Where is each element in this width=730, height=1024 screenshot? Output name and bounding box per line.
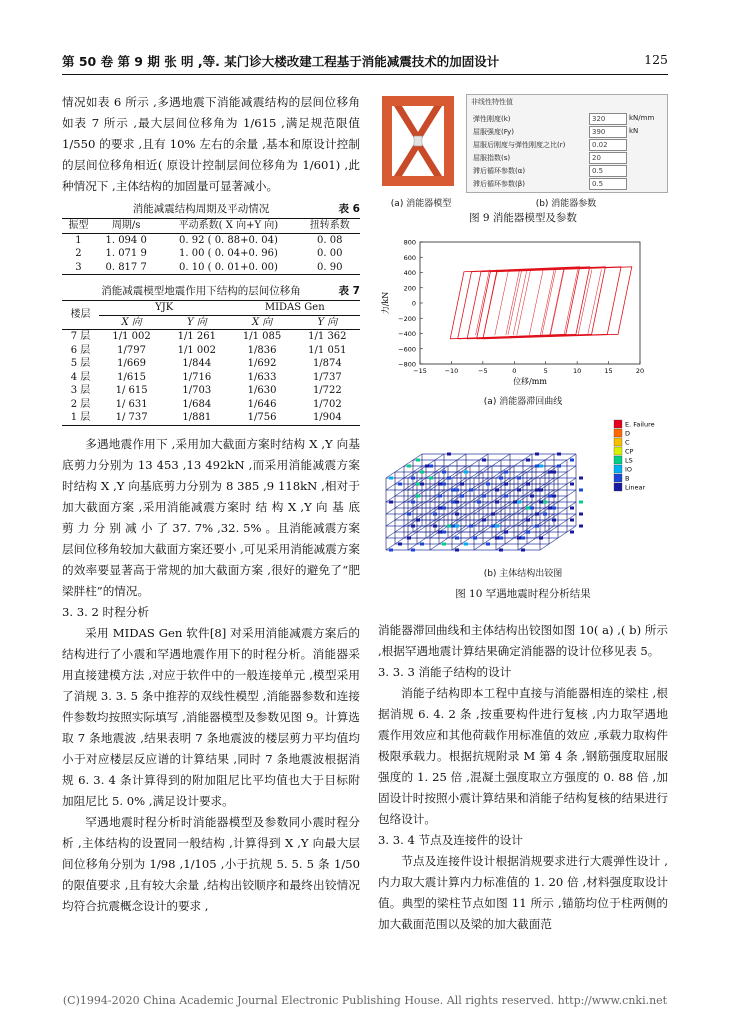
hinge-marker [495,537,499,540]
hinge-marker [570,507,574,510]
hinge-marker [482,519,486,522]
table7: 楼层 YJK MIDAS Gen X 向 Y 向 X 向 Y 向 7 层 1/1 002 1/1 261 1/1 085 1/1 362 6 层 1/797 1/1 002 1/836 1/1 051 5 层 1/669 1/844 1/692 1/874 4 层 1/615 1/716 1/633 1/737 3 层 1/ 615 1/703 1/630 1/722 2 层 1/ 631 1/684 1/646 1/702 1 层 1/ 737 1/881 1/756 1/904 [62,300,360,426]
table-row: 1 1. 094 0 0. 92 ( 0. 88+0. 04) 0. 08 [75,234,343,246]
hinge-marker [389,549,393,552]
hinge-marker [455,489,459,492]
hinge-marker [447,453,451,456]
x-tick-label: 5 [543,367,548,375]
legend-swatch [614,447,622,455]
y-tick-label: 0 [411,299,416,308]
legend-label: IO [625,465,633,474]
section-heading: 3. 3. 3 消能子结构的设计 [378,665,512,679]
hinge-marker [429,465,433,468]
hinge-marker [486,543,490,546]
hinge-marker [451,501,455,504]
hinge-marker [425,465,429,468]
hinge-marker [442,483,446,486]
damper-param-panel [466,94,668,193]
hinge-marker [579,513,583,516]
hinge-marker [526,483,530,486]
y-tick-label: −200 [398,314,416,323]
hysteresis-branch [513,269,527,335]
x-tick-label: −15 [413,367,427,375]
y-tick-label: 400 [403,269,416,277]
left-column [62,92,360,917]
legend-swatch [614,474,622,482]
hinge-marker [482,495,486,498]
hinge-marker [407,537,411,540]
hysteresis-branch [508,269,522,335]
legend-label: CP [625,447,634,456]
param-input[interactable]: 0.5 [589,165,627,177]
hinge-marker [521,537,525,540]
right-column [378,620,668,935]
x-tick-label: −5 [478,367,488,375]
hinge-marker [411,477,415,480]
hinge-marker [411,501,415,504]
hinge-marker [451,525,455,528]
y-tick-label: 600 [403,253,416,262]
hinge-marker [482,459,486,462]
param-input[interactable]: 20 [589,152,627,164]
x-tick-label: −10 [444,367,459,375]
hinge-marker [447,525,451,528]
hinge-marker [407,465,411,468]
fig9-sub-a: (a) 消能器模型 [390,199,452,209]
param-input[interactable]: 390 [589,126,627,138]
table-row: 2 1. 071 9 1. 00 ( 0. 04+0. 96) 0. 00 [75,248,343,259]
figure-10 [378,234,668,614]
hinge-marker [504,483,508,486]
hinge-marker [464,471,468,474]
hinge-marker [579,477,583,480]
hinge-marker [579,525,583,528]
hinge-marker [477,501,481,504]
hinge-marker [526,507,530,510]
hinge-marker [473,537,477,540]
section-heading: 3. 3. 4 节点及连接件的设计 [378,833,523,847]
hysteresis-chart [378,234,668,394]
param-input[interactable]: 0.5 [589,178,627,190]
hinge-marker [552,495,556,498]
hinge-marker [539,537,543,540]
x-tick-label: 20 [635,367,645,375]
hinge-marker [455,501,459,504]
x-tick-label: 15 [604,367,613,375]
hinge-marker [464,543,468,546]
paragraph: 采用 MIDAS Gen 软件[8] 对采用消能减震方案后的结构进行了小震和罕遇地震作用下的时程分析。消能器采用直接建模方法 ,对应于软件中的一般连接单元 ,模型采用了消规 3. 3. 5 条中推荐的双线性模型 ,消能器参数和连接件参数均按照实际填写 ,消能器模型及参数见图 9。计算选取 7 条地震波 ,结果表明 7 条地震波的楼层剪力平均值均小于对应楼层反应谱的计算结果 ,同时 7 条地震波根据消规 6. 3. 4 条计算得到的附加阻尼比平均值也大于目标附加阻尼比 5. 0% ,满足设计要求。 [62,625,360,808]
legend-label: D [625,429,631,438]
hinge-marker [517,501,521,504]
hinge-marker [469,525,473,528]
hysteresis-branch [529,269,543,335]
table7-caption: 消能减震模型地震作用下结构的层间位移角 表 7 [101,285,360,297]
fig9-sub-b: (b) 消能器参数 [535,199,597,209]
param-row: 屈服强度(Fy) 390 kN [473,127,639,136]
hinge-marker [469,489,473,492]
damper-model-image [378,92,460,192]
paragraph: 消能子结构即本工程中直接与消能器相连的梁柱 ,根据消规 6. 4. 2 条 ,按重要构件进行复核 ,内力取罕遇地震作用效应和其他荷载作用标准值的效应 ,承载力取构件极限承载力。根据抗规附录 M 第 4 条 ,钢筋强度取屈服强度的 1. 25 倍 ,混凝土强度取立方强度的 0. 88 倍 ,加固设计时按照小震计算结果和消能子结构复核的结果进行包络设计。 [378,686,668,826]
hinge-marker [438,495,442,498]
hinge-marker [411,549,415,552]
hinge-marker [535,453,539,456]
hinge-marker [535,489,539,492]
paragraph: 消能器滞回曲线和主体结构出铰图如图 10( a) ,( b) 所示 ,根据罕遇地震计算结果确定消能器的设计位移见表 5。 [378,623,668,658]
hinge-marker [486,483,490,486]
hinge-marker [535,465,539,468]
paragraph: 罕遇地震时程分析时消能器模型及参数同小震时程分析 ,主体结构的设置同一般结构 ,计算得到 X ,Y 向最大层间位移角分别为 1/98 ,1/105 ,小于抗规 5. 5. 5 条 1/50 的限值要求 ,且有较大余量 ,结构出铰顺序和最终出铰情况均符合抗震概念设计的要求 , [62,814,360,913]
hinge-marker [579,489,583,492]
hinge-marker [539,489,543,492]
hinge-marker [499,537,503,540]
hinge-marker [530,495,534,498]
param-row: 屈服后刚度与弹性刚度之比(r) 0.02 [471,139,667,151]
hinge-marker [517,489,521,492]
hinge-marker [495,489,499,492]
table-row: 7 层 1/1 002 1/1 261 1/1 085 1/1 362 [70,331,347,342]
paragraph: 多遇地震作用下 ,采用加大截面方案时结构 X ,Y 向基底剪力分别为 13 453 ,13 492kN ,而采用消能减震方案时结构 X ,Y 向基底剪力分别为 8 385 ,9 118kN ,相对于加大截面方案 ,采用消能减震方案时 结 构 X ,Y 向 基 底 剪 力 分 别 减 小 了 37. 7% ,32. 5% 。且消能减震方案层间位移角较加大截面方案还要小 ,可见采用消能减震方案的效率要显著高于常规的加大截面方案 ,很好的避免了“肥梁胖柱”的情况。 [62,436,360,598]
section-heading: 3. 3. 2 时程分析 [62,604,149,619]
hinge-marker [570,459,574,462]
y-tick-label: −600 [398,345,416,354]
hysteresis-branch [506,269,520,335]
hinge-marker [442,507,446,510]
hinge-marker [570,483,574,486]
legend-swatch [614,438,622,446]
hinge-marker [416,459,420,462]
hinge-marker [447,477,451,480]
hinge-marker [548,495,552,498]
x-tick-label: 0 [512,367,517,375]
legend-swatch [614,456,622,464]
hinge-marker [557,453,561,456]
legend-label: B [625,474,630,483]
page-number: 125 [644,52,668,67]
hinge-marker [495,525,499,528]
table-row: 4 层 1/615 1/716 1/633 1/737 [70,371,342,383]
hinge-marker [442,543,446,546]
hinge-marker [420,543,424,546]
y-tick-label: −400 [398,330,416,338]
legend-swatch [614,483,622,491]
table-row: 2 层 1/ 631 1/684 1/646 1/702 [70,398,342,410]
running-header [62,52,668,74]
hinge-marker [407,513,411,516]
hinge-marker [460,495,464,498]
hinge-marker [460,483,464,486]
hinge-marker [521,549,525,552]
legend-label: C [625,438,630,447]
hinge-marker [499,477,503,480]
table6: 振型 周期/s 平动系数( X 向+Y 向) 扭转系数 1 1. 094 0 0. 92 ( 0. 88+0. 04) 0. 08 2 1. 071 9 1. 00 ( 0. 04+0. 96) 0. 00 3 0. 817 7 0. 10 ( 0. 01+0. 00) 0. 90 [62,218,360,275]
hinge-marker [416,495,420,498]
x-tick-label: 10 [573,367,582,375]
hinge-marker [438,507,442,510]
x-axis-label: 位移/mm [513,377,547,386]
hinge-marker [491,525,495,528]
hinge-marker [548,507,552,510]
legend-swatch [614,429,622,437]
param-row: 弹性刚度(k) 320 kN/mm [473,114,655,123]
hinge-marker [504,531,508,534]
hinge-marker [451,489,455,492]
hinge-marker [535,525,539,528]
hinge-marker [495,501,499,504]
hinge-marker [517,537,521,540]
param-row: 滞后循环参数(β) 0.5 [471,178,667,190]
hinge-marker [535,513,539,516]
legend-label: E. Failure [625,420,655,429]
hinge-marker [513,501,517,504]
hinge-distribution-image [378,412,668,562]
hinge-marker [416,519,420,522]
hinge-marker [398,543,402,546]
param-row: 屈服指数(s) 20 [471,152,667,164]
hinge-marker [539,465,543,468]
hinge-marker [491,513,495,516]
hinge-marker [557,465,561,468]
hinge-marker [442,471,446,474]
copyright-footer: (C)1994-2020 China Academic Journal Electronic Publishing House. All rights reserved. http://www.cnki.net [62,994,668,1007]
param-input[interactable]: 320 [589,113,627,125]
y-tick-label: 200 [403,284,416,293]
hinge-marker [526,531,530,534]
hysteresis-branch [495,269,509,335]
header-rule [62,74,668,75]
hinge-marker [429,477,433,480]
fig9-caption: 图 9 消能器模型及参数 [469,212,577,224]
y-tick-label: 800 [403,238,416,247]
hysteresis-branch [476,269,490,335]
hinge-marker [442,531,446,534]
hinge-marker [552,507,556,510]
hinge-marker [499,549,503,552]
hinge-marker [504,471,508,474]
table-row: 5 层 1/669 1/844 1/692 1/874 [70,358,342,369]
hinge-marker [552,519,556,522]
header-title: 第 50 卷 第 9 期 张 明 ,等. 某门诊大楼改建工程基于消能减震技术的加固设计 [62,54,500,69]
y-axis-label: 力/kN [381,291,390,315]
hysteresis-branch [542,269,556,335]
hinge-marker [398,483,402,486]
hinge-marker [433,513,437,516]
paragraph: 情况如表 6 所示 ,多遇地震下消能减震结构的层间位移角如表 7 所示 ,最大层间位移角为 1/615 ,满足规范限值 1/550 的要求 ,且有 10% 左右的余量 ,基本和原设计控制的层间位移角相近( 原设计控制层间位移角为 1/601) ,此种情况下 ,主体结构的加固量可显著减小。 [62,95,360,193]
hysteresis-branch [550,269,564,335]
hinge-marker [438,483,442,486]
y-tick-label: −800 [398,360,416,369]
table-row: 6 层 1/797 1/1 002 1/836 1/1 051 [70,344,347,356]
hinge-marker [517,477,521,480]
table-row: 3 层 1/ 615 1/703 1/630 1/722 [70,385,342,396]
hinge-marker [570,519,574,522]
fig10-sub-b: (b) 主体结构出铰图 [483,569,563,579]
hinge-marker [539,501,543,504]
hinge-marker [526,519,530,522]
hinge-marker [389,477,393,480]
hinge-marker [543,513,547,516]
param-input[interactable]: 0.02 [589,139,627,151]
hinge-marker [389,501,393,504]
figure-9 [378,92,668,232]
paragraph: 节点及连接件设计根据消规要求进行大震弹性设计 ,内力取大震计算内力标准值的 1. 20 倍 ,材料强度取设计值。典型的梁柱节点如图 11 所示 ,锚筋均位于柱两侧的加大截面范围以及梁的加大截面范 [378,854,668,931]
hinge-marker [433,525,437,528]
hysteresis-branch [517,269,531,335]
hinge-marker [411,525,415,528]
hinge-marker [455,549,459,552]
hinge-marker [579,501,583,504]
hinge-marker [455,537,459,540]
hinge-marker [420,483,424,486]
legend-label: Linear [625,483,646,492]
hinge-marker [543,501,547,504]
hinge-marker [416,483,420,486]
hinge-marker [570,531,574,534]
legend-label: LS [625,456,633,465]
param-panel-title: 非线性特性值 [471,98,513,106]
table-row: 1 层 1/ 737 1/881 1/756 1/904 [70,412,342,423]
fig10-sub-a: (a) 消能器滞回曲线 [483,397,563,407]
hinge-marker [530,507,534,510]
hinge-marker [548,471,552,474]
param-row: 滞后循环参数(α) 0.5 [471,165,667,177]
plot-frame [420,242,640,364]
hinge-marker [526,459,530,462]
hinge-marker [420,471,424,474]
hinge-marker [552,471,556,474]
fig10-caption: 图 10 罕遇地震时程分析结果 [455,588,591,600]
table-row: 3 0. 817 7 0. 10 ( 0. 01+0. 00) 0. 90 [75,261,343,273]
legend-swatch [614,420,622,428]
hysteresis-branch [564,269,578,335]
legend-swatch [614,465,622,473]
table6-caption: 消能减震结构周期及平动情况 表 6 [132,203,360,215]
hinge-marker [455,513,459,516]
hinge-marker [504,495,508,498]
hinge-marker [438,531,442,534]
hinge-marker [455,525,459,528]
